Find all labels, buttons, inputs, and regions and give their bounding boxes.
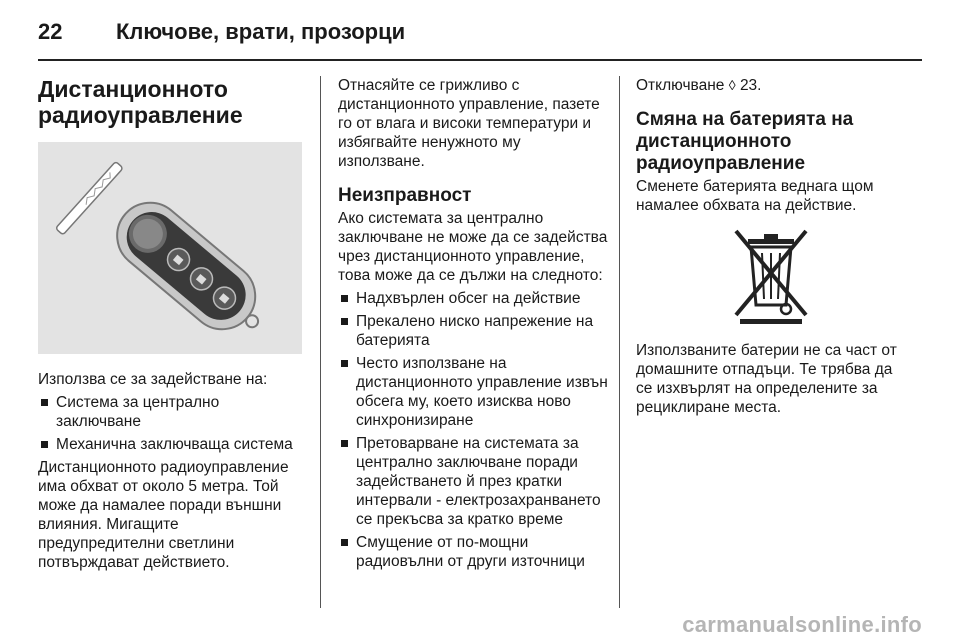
- column-divider-1: [320, 76, 321, 608]
- running-title: Ключове, врати, прозорци: [116, 19, 406, 44]
- page-header: [38, 10, 405, 54]
- usage-list: [38, 393, 306, 454]
- header-rule: [38, 59, 922, 61]
- list-item: Смущение от по-мощни радиовълни от други източници: [338, 533, 608, 571]
- ref-text: Отключване: [636, 77, 725, 94]
- list-item: Претоварване на системата за централно заключване поради задействането й през кратки интервали - електрозахранването се прекъсва за кратко време: [338, 434, 608, 529]
- column-3: [636, 76, 906, 417]
- list-item: Механична заключваща система: [38, 435, 306, 454]
- list-item: Прекалено ниско напрежение на батерията: [338, 312, 608, 350]
- key-fob-icon: [38, 142, 302, 354]
- ref-arrow-icon: ◊: [728, 77, 736, 93]
- page-number: 22: [38, 19, 63, 44]
- column-2: [338, 76, 608, 575]
- battery-heading: Смяна на батерията на дистанционното радиоуправление: [636, 109, 854, 174]
- list-item: Надхвърлен обсег на действие: [338, 289, 608, 308]
- malfunction-paragraph: Ако системата за централно заключване не може да се задейства чрез дистанционното управление, това може да се дължи на следното:: [338, 210, 608, 284]
- battery-paragraph: Сменете батерията веднага щом намалее обхвата на действие.: [636, 178, 874, 214]
- range-paragraph: Дистанционното радиоуправление има обхват от около 5 метра. Той може да намалее поради външни влияния. Мигащите предупредителни светлини потвърждават действието.: [38, 459, 289, 571]
- ref-page: 23.: [739, 77, 762, 94]
- column-1: [38, 76, 306, 572]
- column-divider-2: [619, 76, 620, 608]
- intro-text: Използва се за задействане на:: [38, 371, 268, 388]
- crossed-bin-icon: [726, 225, 816, 325]
- watermark: carmanualsonline.info: [682, 612, 922, 637]
- key-fob-figure: [38, 142, 302, 354]
- malfunction-heading: Неизправност: [338, 185, 472, 206]
- section-title: Дистанционното радиоуправление: [38, 76, 243, 128]
- causes-list: [338, 289, 608, 571]
- disposal-paragraph: Използваните батерии не са част от домашните отпадъци. Те трябва да се изхвърлят на определените за рециклиране места.: [636, 342, 897, 416]
- care-paragraph: Отнасяйте се грижливо с дистанционното управление, пазете го от влага и високи температури и избягвайте ненужното му използване.: [338, 77, 600, 170]
- list-item: Система за централно заключване: [38, 393, 306, 431]
- list-item: Често използване на дистанционното управление извън обсега му, което изисква ново синхронизиране: [338, 354, 608, 430]
- cross-reference: [636, 76, 906, 95]
